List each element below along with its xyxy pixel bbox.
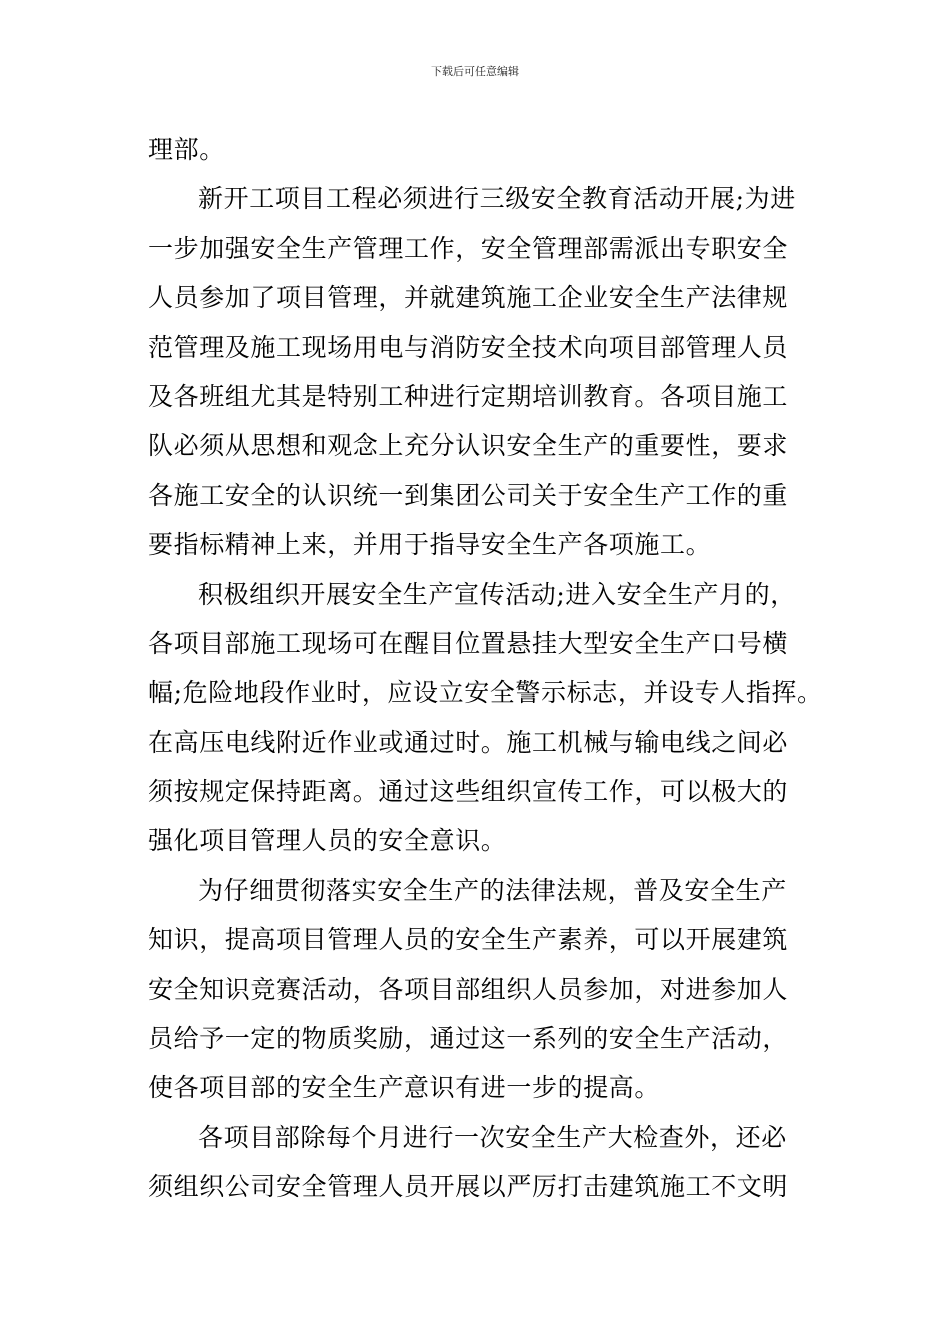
text-line: 幅;危险地段作业时，应设立安全警示标志，并设专人指挥。 — [148, 678, 823, 708]
text-line: 在高压电线附近作业或通过时。施工机械与输电线之间必 — [148, 727, 789, 757]
paragraph-first-line: 积极组织开展安全生产宣传活动;进入安全生产月的， — [198, 579, 796, 609]
text-line: 知识，提高项目管理人员的安全生产素养，可以开展建筑 — [148, 925, 789, 955]
text-line: 各项目部施工现场可在醒目位置悬挂大型安全生产口号横 — [148, 628, 789, 658]
text-line: 使各项目部的安全生产意识有进一步的提高。 — [148, 1073, 661, 1103]
text-line: 须按规定保持距离。通过这些组织宣传工作，可以极大的 — [148, 777, 789, 807]
text-line: 一步加强安全生产管理工作，安全管理部需派出专职安全 — [148, 233, 789, 263]
text-line: 及各班组尤其是特别工种进行定期培训教育。各项目施工 — [148, 381, 789, 411]
page-header: 下载后可任意编辑 — [431, 65, 519, 78]
paragraph-first-line: 新开工项目工程必须进行三级安全教育活动开展;为进 — [198, 184, 796, 214]
text-line: 员给予一定的物质奖励，通过这一系列的安全生产活动， — [148, 1024, 789, 1054]
text-line: 安全知识竞赛活动，各项目部组织人员参加，对进参加人 — [148, 974, 789, 1004]
text-line: 要指标精神上来，并用于指导安全生产各项施工。 — [148, 530, 712, 560]
text-line: 须组织公司安全管理人员开展以严厉打击建筑施工不文明 — [148, 1172, 789, 1202]
text-line: 各施工安全的认识统一到集团公司关于安全生产工作的重 — [148, 480, 789, 510]
text-line: 范管理及施工现场用电与消防安全技术向项目部管理人员 — [148, 332, 789, 362]
text-line: 人员参加了项目管理，并就建筑施工企业安全生产法律规 — [148, 283, 789, 313]
text-line: 强化项目管理人员的安全意识。 — [148, 826, 507, 856]
paragraph-first-line: 各项目部除每个月进行一次安全生产大检查外，还必 — [198, 1122, 787, 1152]
text-line: 理部。 — [148, 135, 225, 164]
paragraph-first-line: 为仔细贯彻落实安全生产的法律法规，普及安全生产 — [198, 875, 787, 905]
text-line: 队必须从思想和观念上充分认识安全生产的重要性，要求 — [148, 431, 789, 461]
document-body — [148, 125, 823, 1212]
